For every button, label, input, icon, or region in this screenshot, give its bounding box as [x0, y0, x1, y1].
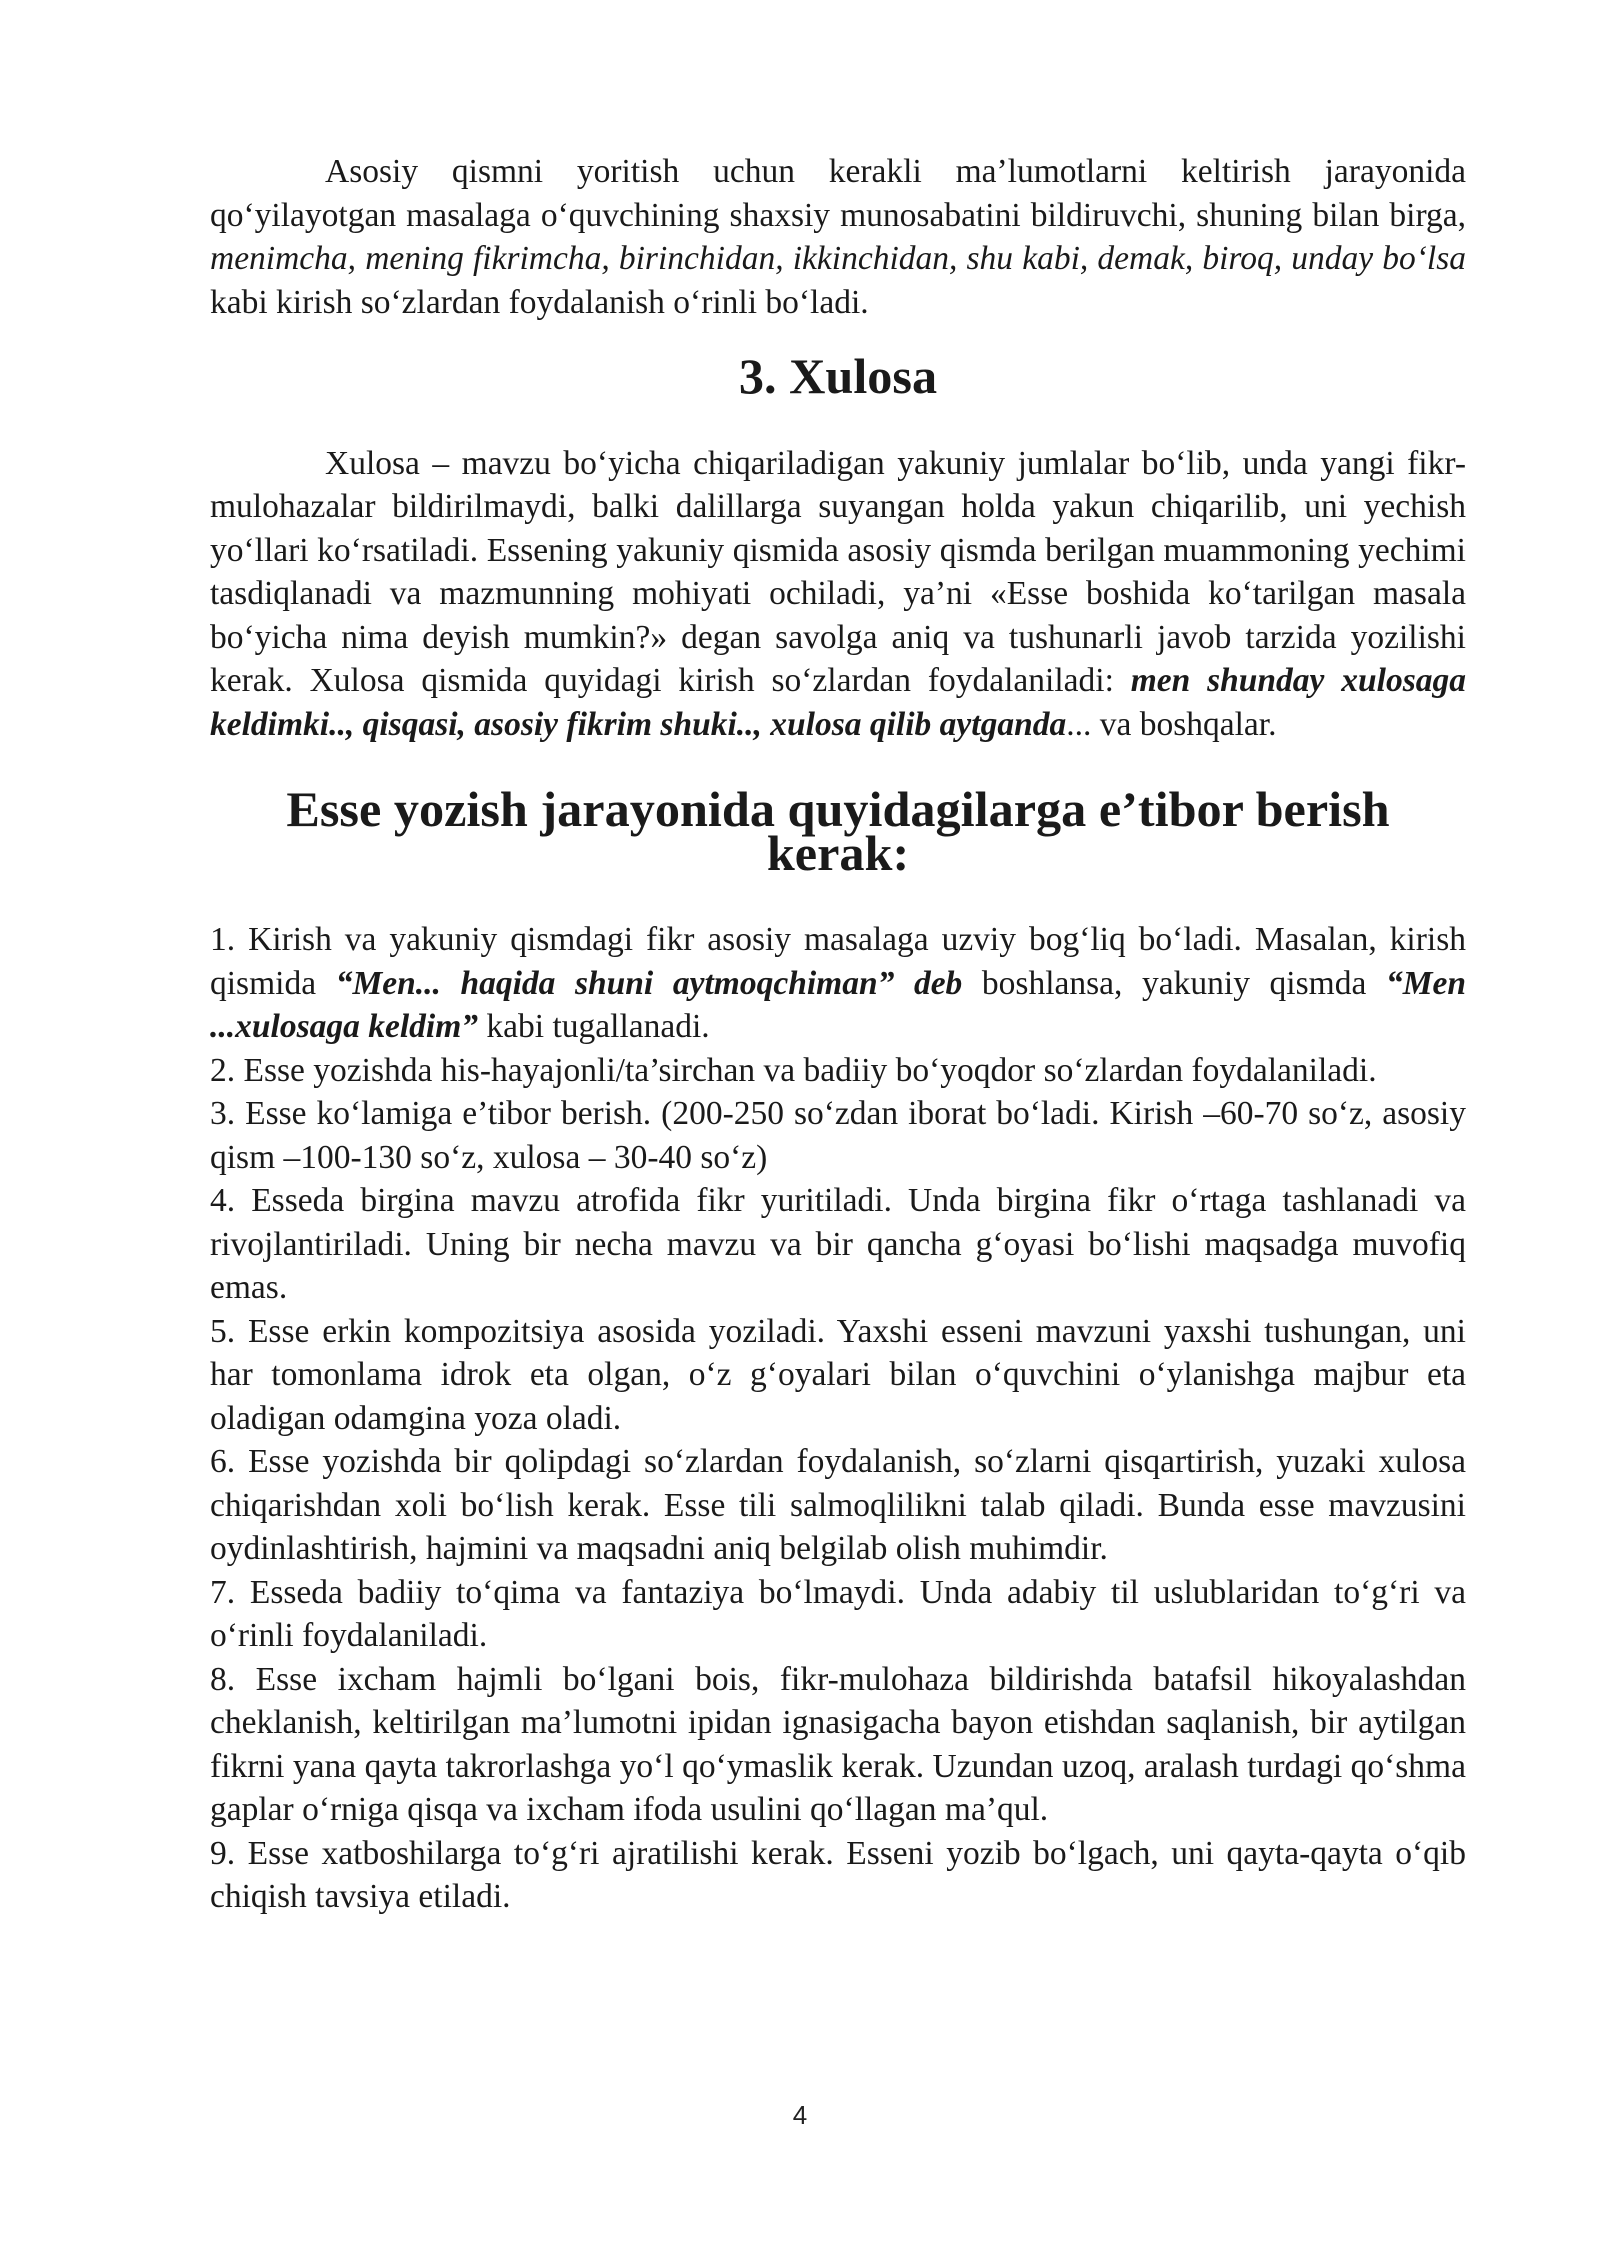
item1-text-2: boshlansa, yakuniy qismda — [962, 964, 1386, 1002]
intro-italic-phrases: menimcha, mening fikrimcha, birinchidan, ikkinchidan, shu kabi, demak, biroq, unday bo‘lsa — [210, 240, 1466, 277]
list-item: 2. Esse yozishda his-hayajonli/ta’sirchan va badiiy bo‘yoqdor so‘zlardan foydalaniladi. — [210, 1051, 1377, 1089]
xulosa-text-after: ... va boshqalar. — [1066, 705, 1277, 743]
list-item: 9. Esse xatboshilarga to‘g‘ri ajratilishi kerak. Esseni yozib bo‘lgach, uni qayta-qayta o‘qib chiqish tavsiya etiladi. — [210, 1834, 1466, 1915]
xulosa-bold-italic-phrases: men shunday xulosaga keldimki.., qisqasi, asosiy fikrim shuki.., xulosa qilib aytganda — [210, 662, 1466, 743]
item1-text-3: kabi tugallanadi. — [478, 1008, 710, 1045]
list-item: 4. Esseda birgina mavzu atrofida fikr yuritiladi. Unda birgina fikr o‘rtaga tashlanadi va rivojlantiriladi. Uning bir necha mavzu va bir qancha g‘oyasi bo‘lishi maqsadga muvofiq emas. — [210, 1182, 1466, 1306]
document-page — [210, 150, 1466, 1919]
xulosa-text-before: Xulosa – mavzu bo‘yicha chiqariladigan yakuniy jumlalar bo‘lib, unda yangi fikr-mulohazalar bildirilmaydi, balki dalillarga suyangan holda yakun chiqarilib, uni yechish yo‘llari ko‘rsatiladi. Essening yakuniy qismida asosiy qismda berilgan muammoning yechimi tasdiqlanadi va mazmunning mohiyati ochiladi, ya’ni «Esse boshida ko‘tarilgan masala bo‘yicha nima deyish mumkin?» degan savolga aniq va tushunarli javob tarzida yozilishi kerak. Xulosa qismida quyidagi kirish so‘zlardan foydalaniladi: — [210, 444, 1466, 699]
intro-text-before: Asosiy qismni yoritish uchun kerakli ma’lumotlarni keltirish jarayonida qo‘yilayotgan masalaga o‘quvchining shaxsiy munosabatini bildiruvchi, shuning bilan birga, — [210, 153, 1466, 234]
xulosa-paragraph — [210, 442, 1466, 747]
section-heading-tips: Esse yozish jarayonida quyidagilarga e’tibor berish kerak: — [286, 781, 1390, 881]
item1-text-1: 1. Kirish va yakuniy qismdagi fikr asosiy masalaga uzviy bog‘liq bo‘ladi. Masalan, kirish qismida — [210, 921, 1466, 1002]
item1-bold-1: “Men... haqida shuni aytmoqchiman” deb — [335, 964, 963, 1002]
list-item: 6. Esse yozishda bir qolipdagi so‘zlardan foydalanish, so‘zlarni qisqartirish, yuzaki xulosa chiqarishdan xoli bo‘lish kerak. Esse tili salmoqlilikni talab qiladi. Bunda esse mavzusini oydinlashtirish, hajmini va maqsadni aniq belgilab olish muhimdir. — [210, 1443, 1466, 1567]
list-item — [210, 918, 1466, 1049]
item1-bold-2: “Men ...xulosaga keldim” — [210, 964, 1466, 1045]
list-item: 5. Esse erkin kompozitsiya asosida yoziladi. Yaxshi esseni mavzuni yaxshi tushungan, uni har tomonlama idrok eta olgan, o‘z g‘oyalari bilan o‘quvchini o‘ylanishga majbur eta oladigan odamgina yoza oladi. — [210, 1312, 1466, 1437]
list-item: 3. Esse ko‘lamiga e’tibor berish. (200-250 so‘zdan iborat bo‘ladi. Kirish –60-70 so‘z, asosiy qism –100-130 so‘z, xulosa – 30-40 so‘z) — [210, 1095, 1466, 1176]
list-item: 8. Esse ixcham hajmli bo‘lgani bois, fikr-mulohaza bildirishda batafsil hikoyalashdan cheklanish, keltirilgan ma’lumotni ipidan ignasigacha bayon etishdan saqlanish, bir aytilgan fikrni yana qayta takrorlashga yo‘l qo‘ymaslik kerak. Uzundan uzoq, aralash turdagi qo‘shma gaplar o‘rniga qisqa va ixcham ifoda usulini qo‘llagan ma’qul. — [210, 1660, 1466, 1828]
page-number: 4 — [792, 2100, 808, 2130]
list-item: 7. Esseda badiiy to‘qima va fantaziya bo‘lmaydi. Unda adabiy til uslublaridan to‘g‘ri va o‘rinli foydalaniladi. — [210, 1573, 1466, 1654]
section-heading-xulosa: 3. Xulosa — [738, 348, 938, 404]
intro-paragraph — [210, 150, 1466, 324]
tips-list — [210, 918, 1466, 1919]
intro-text-after: kabi kirish so‘zlardan foydalanish o‘rinli bo‘ladi. — [210, 283, 869, 321]
